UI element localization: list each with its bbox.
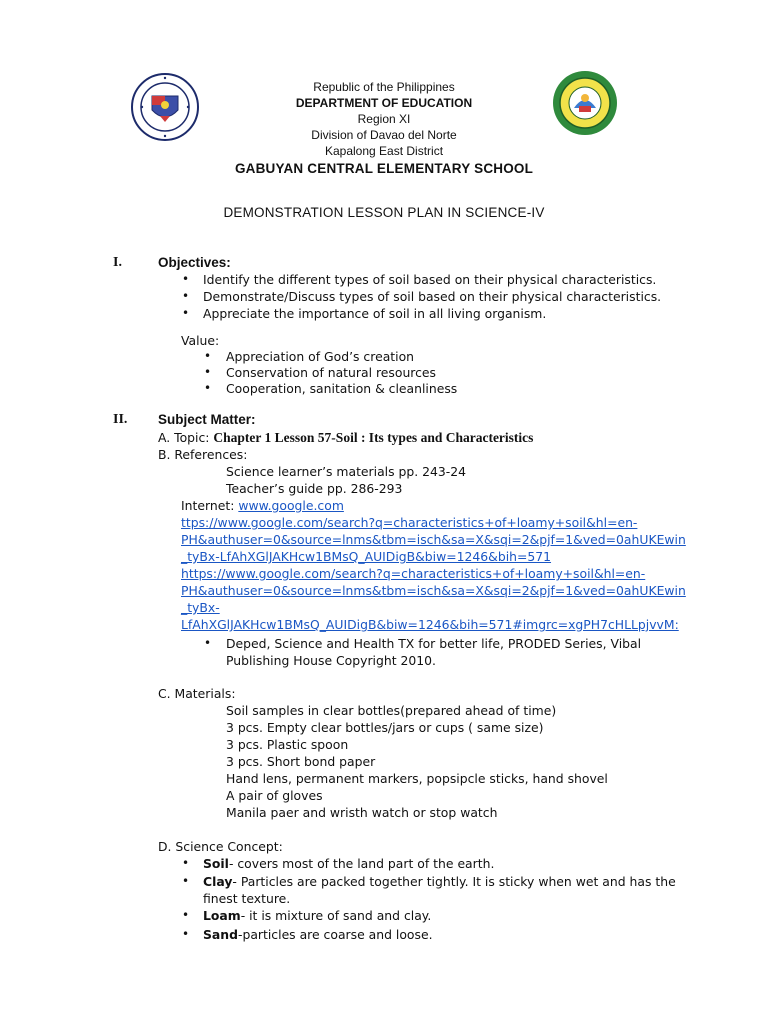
reference-url[interactable]: PH&authuser=0&source=lnms&tbm=isch&sa=X&sqi=2&pjf=1&ved=0ahUKEwin — [181, 532, 686, 547]
bullet-icon: • — [182, 272, 190, 286]
internet-label: Internet: — [181, 498, 239, 513]
header-district: Kapalong East District — [324, 144, 444, 158]
concept-item — [203, 855, 494, 872]
header-department: DEPARTMENT OF EDUCATION — [295, 96, 473, 110]
material-item: 3 pcs. Short bond paper — [226, 754, 376, 769]
value-item: Cooperation, sanitation & cleanliness — [226, 381, 458, 396]
google-link[interactable]: www.google.com — [238, 498, 344, 513]
section-2-title: Subject Matter: — [158, 412, 256, 427]
bullet-icon: • — [182, 306, 190, 320]
references-label: B. References: — [158, 447, 248, 462]
reference-item: Science learner’s materials pp. 243-24 — [226, 464, 467, 479]
reference-url[interactable]: _tyBx-LfAhXGlJAKHcw1BMsQ_AUIDigB&biw=1246&bih=571 — [181, 549, 552, 564]
reference-url[interactable]: _tyBx- — [181, 600, 220, 615]
reference-item: Teacher’s guide pp. 286-293 — [226, 481, 403, 496]
reference-url[interactable]: https://www.google.com/search?q=characteristics+of+loamy+soil&hl=en- — [181, 566, 646, 581]
concept-desc: -particles are coarse and loose. — [237, 927, 433, 942]
value-label: Value: — [181, 333, 220, 348]
section-1-number: I. — [113, 255, 122, 270]
bullet-icon: • — [182, 874, 190, 888]
book-reference-line: Deped, Science and Health TX for better life, PRODED Series, Vibal — [226, 636, 642, 651]
bullet-icon: • — [204, 365, 212, 379]
topic-line — [158, 429, 533, 446]
concept-term: Clay — [203, 874, 233, 889]
concept-term: Loam — [203, 908, 241, 923]
book-reference-line: Publishing House Copyright 2010. — [226, 653, 436, 668]
concept-continuation: finest texture. — [203, 891, 291, 906]
concept-item — [203, 907, 431, 924]
material-item: Hand lens, permanent markers, popsipcle sticks, hand shovel — [226, 771, 608, 786]
concept-item — [203, 926, 433, 943]
internet-line — [181, 497, 344, 514]
bullet-icon: • — [182, 289, 190, 303]
materials-label: C. Materials: — [158, 686, 236, 701]
bullet-icon: • — [204, 349, 212, 363]
concept-term: Sand — [203, 927, 238, 942]
bullet-icon: • — [182, 927, 190, 941]
topic-value: Chapter 1 Lesson 57-Soil : Its types and Characteristics — [213, 430, 534, 445]
bullet-icon: • — [204, 381, 212, 395]
topic-label: A. Topic: — [158, 430, 214, 445]
header-division: Division of Davao del Norte — [311, 128, 457, 142]
value-item: Appreciation of God’s creation — [226, 349, 415, 364]
objective-item: Identify the different types of soil based on their physical characteristics. — [203, 272, 657, 287]
value-item: Conservation of natural resources — [226, 365, 437, 380]
section-1-title: Objectives: — [158, 255, 231, 270]
material-item: 3 pcs. Empty clear bottles/jars or cups ( same size) — [226, 720, 544, 735]
reference-url[interactable]: PH&authuser=0&source=lnms&tbm=isch&sa=X&sqi=2&pjf=1&ved=0ahUKEwin — [181, 583, 686, 598]
reference-url[interactable]: LfAhXGlJAKHcw1BMsQ_AUIDigB&biw=1246&bih=571#imgrc=xgPH7cHLLpjvvM: — [181, 617, 679, 632]
material-item: A pair of gloves — [226, 788, 323, 803]
objective-item: Appreciate the importance of soil in all living organism. — [203, 306, 547, 321]
concept-desc: - Particles are packed together tightly. It is sticky when wet and has the — [232, 874, 676, 889]
concept-term: Soil — [203, 856, 229, 871]
section-2-number: II. — [113, 412, 128, 427]
concept-desc: - covers most of the land part of the earth. — [228, 856, 495, 871]
bullet-icon: • — [182, 908, 190, 922]
concept-item — [203, 873, 676, 890]
bullet-icon: • — [182, 856, 190, 870]
material-item: 3 pcs. Plastic spoon — [226, 737, 349, 752]
science-concept-label: D. Science Concept: — [158, 839, 283, 854]
header-republic: Republic of the Philippines — [313, 80, 455, 94]
document-title: DEMONSTRATION LESSON PLAN IN SCIENCE-IV — [223, 205, 545, 220]
concept-desc: - it is mixture of sand and clay. — [240, 908, 432, 923]
school-name: GABUYAN CENTRAL ELEMENTARY SCHOOL — [234, 161, 534, 176]
header-region: Region XI — [357, 112, 411, 126]
bullet-icon: • — [204, 636, 212, 650]
reference-url[interactable]: ttps://www.google.com/search?q=characteristics+of+loamy+soil&hl=en- — [181, 515, 638, 530]
objective-item: Demonstrate/Discuss types of soil based on their physical characteristics. — [203, 289, 662, 304]
material-item: Manila paer and wristh watch or stop watch — [226, 805, 498, 820]
material-item: Soil samples in clear bottles(prepared ahead of time) — [226, 703, 557, 718]
